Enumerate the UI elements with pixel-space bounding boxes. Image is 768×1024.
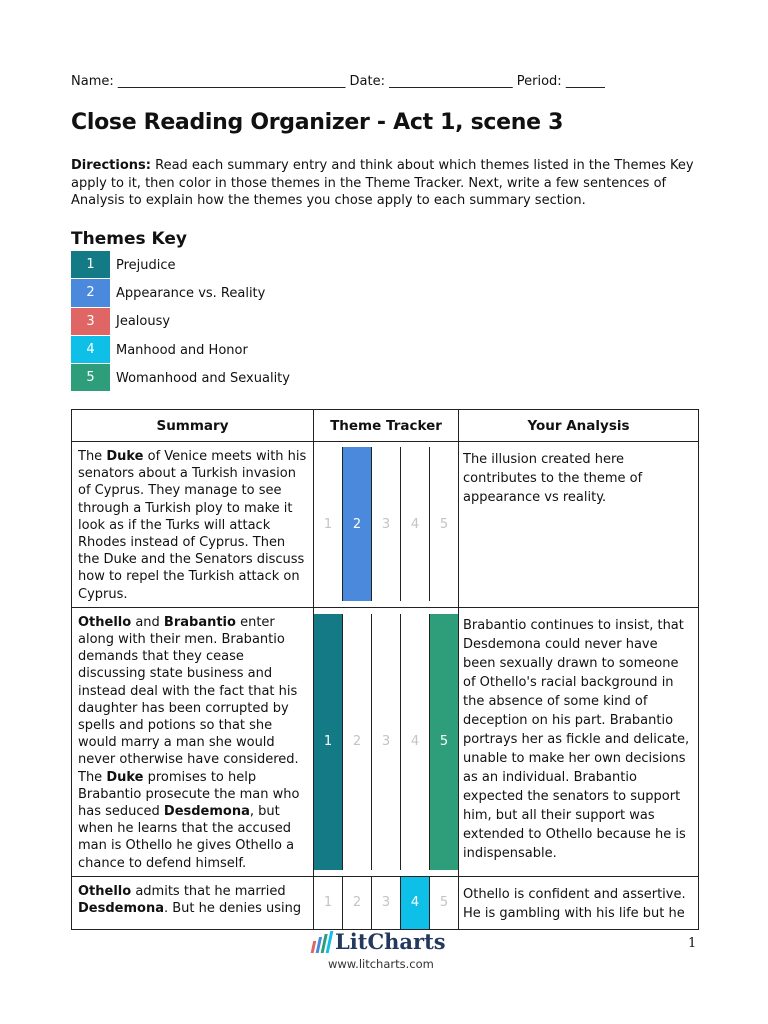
character-name: Othello [78, 883, 132, 899]
theme-key-item [71, 251, 290, 279]
summary-cell [72, 442, 314, 608]
theme-key-swatch: 3 [71, 308, 110, 336]
character-name: Othello [78, 614, 132, 630]
summary-text: enter along with their men. Brabantio demands that they cease discussing state business and instead deal with the fact that his daughter has been corrupted by spells and potions so that she would marry a man she would never otherwise have considered. The [78, 614, 299, 785]
summary-header: Summary [72, 410, 314, 442]
theme-tracker-box-5[interactable]: 5 [439, 516, 449, 532]
theme-tracker-box-3[interactable]: 3 [372, 614, 401, 870]
theme-key-swatch: 1 [71, 251, 110, 279]
theme-tracker-box-3[interactable]: 3 [372, 877, 401, 929]
analysis-cell[interactable]: Brabantio continues to insist, that Desdemona could never have been sexually drawn to someone of Othello's racial background in the absence of some kind of deception on his part. Brabantio portrays her as fickle and delicate, unable to make her own decisions as an individual. Brabantio expected the senators to support him, but all their support was extended to Othello because he is indispensable. [459, 607, 699, 876]
summary-text: promises to help Brabantio prosecute the man who has seduced [78, 769, 300, 820]
character-name: Brabantio [163, 614, 236, 630]
date-blank[interactable]: ___________________ [389, 74, 513, 89]
student-info-line [71, 74, 605, 89]
name-blank[interactable]: ___________________________________ [117, 74, 346, 89]
summary-text: of Venice meets with his senators about a Turkish invasion of Cyprus. They manage to see through a Turkish ploy to make it look as if the Turks will attack Rhodes instead of Cyprus. Then the Duke and the Senators discuss how to repel the Turkish attack on Cyprus. [78, 449, 307, 602]
theme-key-label: Manhood and Honor [116, 342, 248, 358]
theme-key-label: Jealousy [116, 314, 171, 330]
summary-text: and [131, 614, 164, 630]
summary-text: . But he denies using [163, 901, 302, 917]
themes-key-list [71, 251, 290, 392]
summary-text: , but when he learns that the accused man is Othello he gives Othello a chance to defend himself. [78, 804, 295, 871]
theme-key-label: Prejudice [116, 257, 176, 273]
theme-tracker-box-4[interactable]: 4 [401, 614, 430, 870]
character-name: Desdemona [163, 804, 250, 820]
theme-tracker-box-2[interactable]: 2 [343, 877, 372, 929]
directions-label: Directions: [71, 158, 151, 173]
theme-tracker-cell [314, 607, 459, 876]
themes-key-title: Themes Key [71, 229, 187, 249]
period-blank[interactable]: ______ [565, 74, 605, 89]
theme-tracker-box-5[interactable]: 5 [430, 614, 458, 870]
page-number: 1 [688, 936, 697, 951]
summary-text: admits that he married [131, 883, 286, 899]
table-row [72, 876, 699, 929]
character-name: Duke [106, 769, 144, 785]
theme-key-label: Womanhood and Sexuality [116, 370, 290, 386]
name-label: Name: [71, 74, 114, 89]
summary-cell [72, 607, 314, 876]
theme-key-swatch: 2 [71, 279, 110, 307]
theme-tracker-box-1[interactable]: 1 [314, 877, 343, 929]
theme-key-item [71, 336, 290, 364]
theme-tracker-box-3[interactable]: 3 [372, 447, 401, 601]
table-row [72, 442, 699, 608]
theme-tracker-box-1[interactable]: 1 [314, 447, 343, 601]
theme-key-swatch: 5 [71, 364, 110, 392]
theme-tracker-box-5[interactable]: 5 [439, 895, 449, 911]
theme-tracker-cell [314, 442, 459, 608]
directions-text: Read each summary entry and think about which themes listed in the Themes Key apply to it, then color in those themes in the Theme Tracker. Next, write a few sentences of Analysis to explain how the themes you chose apply to each summary section. [71, 158, 694, 208]
litcharts-bars-icon [311, 931, 334, 953]
theme-tracker-box-2[interactable]: 2 [343, 614, 372, 870]
litcharts-logo[interactable] [313, 929, 446, 954]
theme-tracker-box-2[interactable]: 2 [343, 447, 372, 601]
page-title: Close Reading Organizer - Act 1, scene 3 [71, 110, 564, 135]
table-header-row [72, 410, 699, 442]
theme-key-item [71, 364, 290, 392]
theme-tracker-box-4[interactable]: 4 [401, 877, 430, 929]
date-label: Date: [349, 74, 385, 89]
theme-tracker-cell [314, 876, 459, 929]
table-row [72, 607, 699, 876]
summary-cell [72, 876, 314, 929]
period-label: Period: [516, 74, 562, 89]
theme-key-item [71, 308, 290, 336]
logo-text: LitCharts [335, 929, 446, 954]
analysis-cell[interactable]: The illusion created here contributes to the theme of appearance vs reality. [459, 442, 699, 608]
theme-tracker-box-1[interactable]: 1 [314, 614, 343, 870]
theme-tracker-header: Theme Tracker [314, 410, 459, 442]
character-name: Duke [106, 449, 144, 464]
summary-text: The [78, 449, 107, 464]
character-name: Desdemona [78, 901, 164, 917]
organizer-table [71, 409, 699, 930]
directions [71, 157, 701, 210]
theme-tracker-box-4[interactable]: 4 [401, 447, 430, 601]
theme-key-item [71, 279, 290, 307]
footer-url[interactable]: www.litcharts.com [328, 957, 434, 971]
analysis-cell[interactable]: Othello is confident and assertive. He is gambling with his life but he [459, 876, 699, 929]
analysis-header: Your Analysis [459, 410, 699, 442]
theme-key-swatch: 4 [71, 336, 110, 364]
theme-key-label: Appearance vs. Reality [116, 285, 266, 301]
